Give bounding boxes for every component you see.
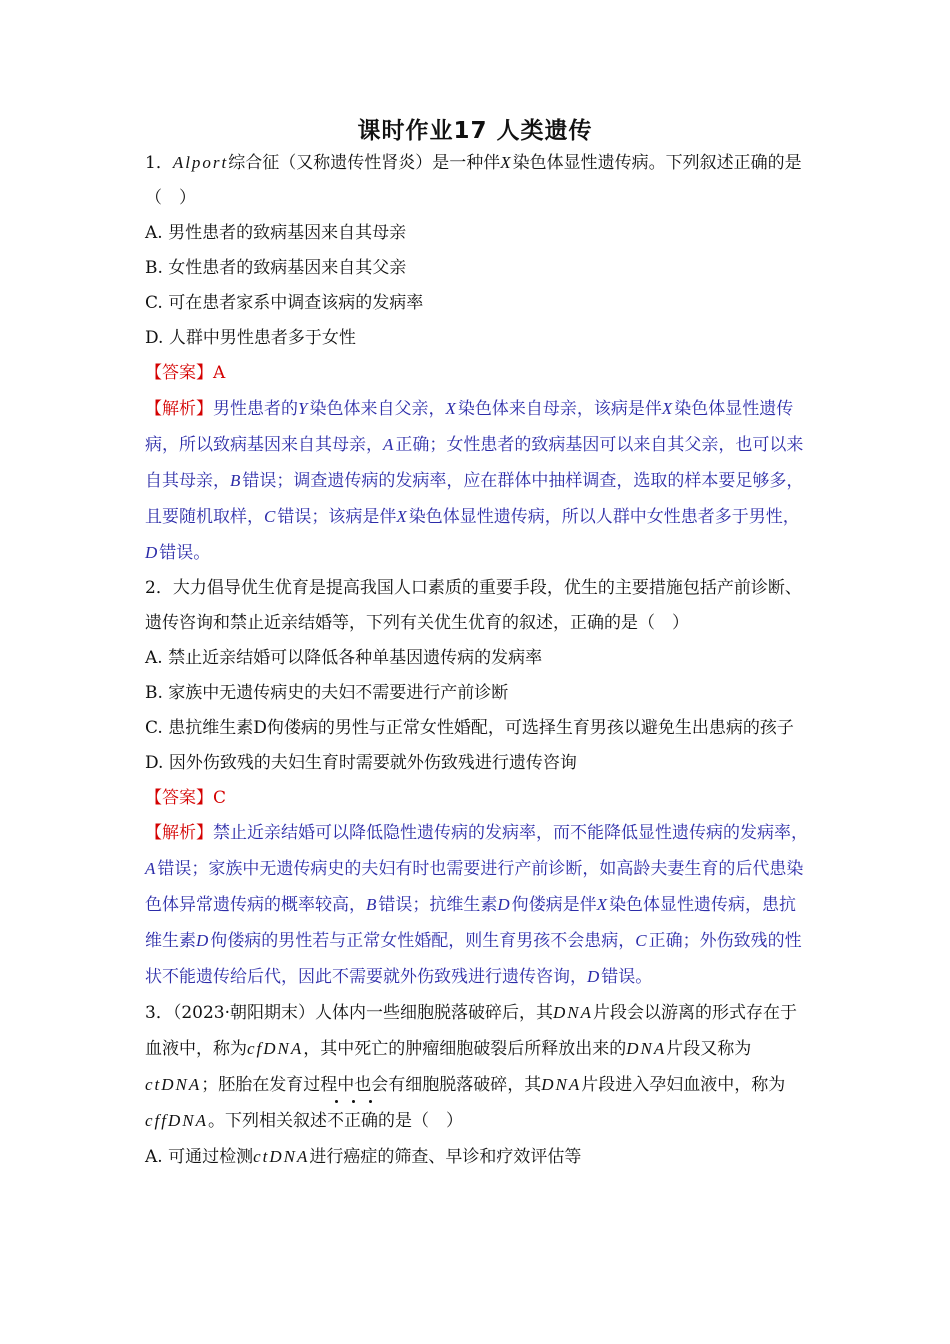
question-2-stem: 2．大力倡导优生优育是提高我国人口素质的重要手段，优生的主要措施包括产前诊断、遗传咨询和禁止近亲结婚等，下列有关优生优育的叙述，正确的是（ ） [145,578,802,633]
question-3-stem: 3．（2023·朝阳期末）人体内一些细胞脱落破碎后，其DNA片段会以游离的形式存在于血液中，称为cfDNA，其中死亡的肿瘤细胞破裂后所释放出来的DNA片段又称为ctDNA；胚胎在发育过程中也会有细胞脱落破碎，其DNA片段进入孕妇血液中，称为cffDNA。下列相关叙述不正确的是（ ） [145,995,810,1139]
emphasis-dot-char: 正 [344,1104,361,1139]
question-1-explanation: 【解析】男性患者的Y染色体来自父亲，X染色体来自母亲，该病是伴X染色体显性遗传病，所以致病基因来自其母亲，A正确；女性患者的致病基因可以来自其父亲，也可以来自其母亲，B错误；调查遗传病的发病率，应在群体中抽样调查，选取的样本要足够多，且要随机取样，C错误；该病是伴X染色体显性遗传病，所以人群中女性患者多于男性，D错误。 [145,399,804,563]
question-2-answer: 【答案】C [145,788,227,808]
question-2-explanation: 【解析】禁止近亲结婚可以降低隐性遗传病的发病率，而不能降低显性遗传病的发病率，A错误；家族中无遗传病史的夫妇有时也需要进行产前诊断，如高龄夫妻生育的后代患染色体异常遗传病的概率较高，B错误；抗维生素D佝偻病是伴X染色体显性遗传病，患抗维生素D佝偻病的男性若与正常女性婚配，则生育男孩不会患病，C正确；外伤致残的性状不能遗传给后代，因此不需要就外伤致残进行遗传咨询，D错误。 [145,823,808,987]
question-1-option-c: C. 可在患者家系中调查该病的发病率 [145,293,424,313]
question-1-option-b: B. 女性患者的致病基因来自其父亲 [145,258,407,278]
question-2-option-c: C. 患抗维生素D佝偻病的男性与正常女性婚配，可选择生育男孩以避免生出患病的孩子 [145,718,794,738]
question-2-option-a: A. 禁止近亲结婚可以降低各种单基因遗传病的发病率 [145,648,543,668]
question-1-answer: 【答案】A [145,363,226,383]
document-body [145,145,810,1175]
question-1-stem: 1．Alport综合征（又称遗传性肾炎）是一种伴X染色体显性遗传病。下列叙述正确的是（ ） [145,153,802,208]
question-1-option-a: A. 男性患者的致病基因来自其母亲 [145,223,407,243]
page-title: 课时作业17 人类遗传 [357,118,593,144]
question-3-option-a: A. 可通过检测ctDNA进行癌症的筛查、早诊和疗效评估等 [145,1147,582,1167]
question-2-option-b: B. 家族中无遗传病史的夫妇不需要进行产前诊断 [145,683,509,703]
emphasis-dot-char: 确 [361,1104,378,1139]
question-1-option-d: D. 人群中男性患者多于女性 [145,328,356,348]
question-2-option-d: D. 因外伤致残的夫妇生育时需要就外伤致残进行遗传咨询 [145,753,577,773]
emphasis-dot-char: 不 [327,1104,344,1139]
